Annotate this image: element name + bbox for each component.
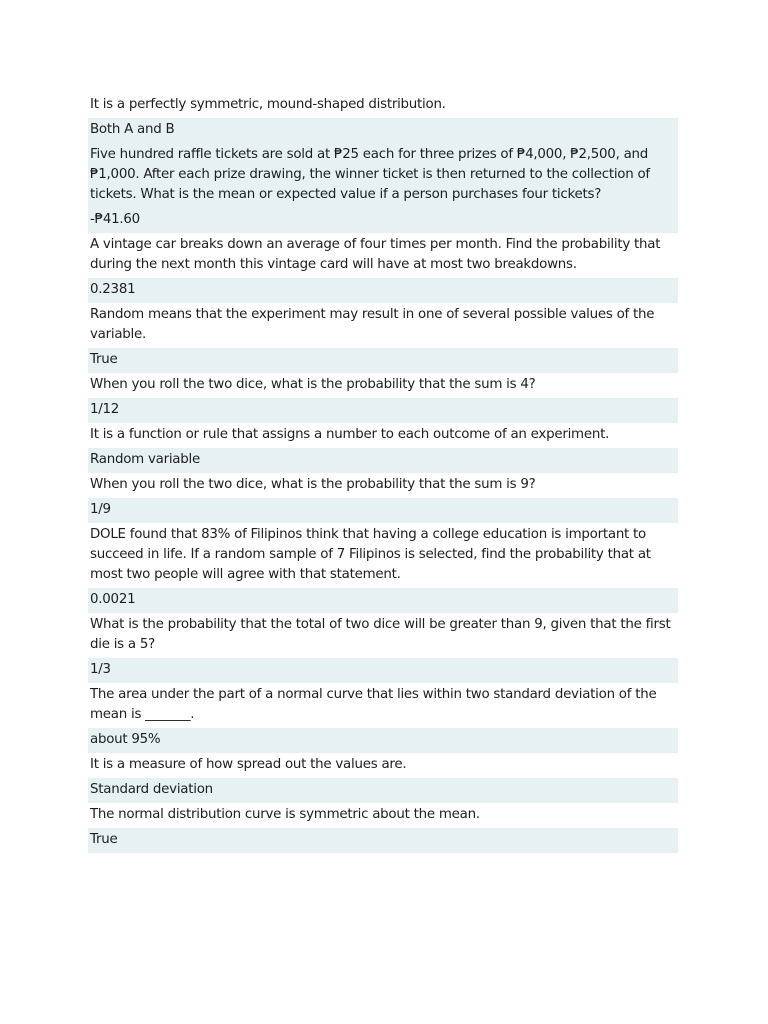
question-text: The normal distribution curve is symmetric about the mean.: [90, 807, 480, 822]
question-text: A vintage car breaks down an average of four times per month. Find the probability that during the next month this vintage card will have at most two breakdowns.: [90, 237, 661, 272]
question-text: It is a function or rule that assigns a number to each outcome of an experiment.: [90, 427, 610, 442]
question-text: DOLE found that 83% of Filipinos think that having a college education is important to succeed in life. If a random sample of 7 Filipinos is selected, find the probability that at most two people will agree with that statement.: [90, 527, 651, 582]
question-text: When you roll the two dice, what is the probability that the sum is 4?: [90, 377, 536, 392]
answer-text: 0.0021: [88, 588, 678, 613]
question-text: What is the probability that the total of two dice will be greater than 9, given that the first die is a 5?: [90, 617, 671, 652]
question-text: When you roll the two dice, what is the probability that the sum is 9?: [90, 477, 536, 492]
answer-text: True: [88, 348, 678, 373]
answer-text: Both A and B: [88, 118, 678, 143]
question-text: The area under the part of a normal curve that lies within two standard deviation of the mean is _______.: [90, 687, 657, 722]
answer-text: Standard deviation: [88, 778, 678, 803]
answer-text: 0.2381: [88, 278, 678, 303]
question-text: Random means that the experiment may result in one of several possible values of the variable.: [90, 307, 655, 342]
answer-text: 1/3: [88, 658, 678, 683]
answer-text: 1/12: [88, 398, 678, 423]
question-text: It is a measure of how spread out the values are.: [90, 757, 407, 772]
answer-text: 1/9: [88, 498, 678, 523]
question-text: It is a perfectly symmetric, mound-shaped distribution.: [90, 97, 446, 112]
question-text: Five hundred raffle tickets are sold at ₱25 each for three prizes of ₱4,000, ₱2,500, and ₱1,000. After each prize drawing, the winner ticket is then returned to the collection of tickets. What is the mean or expected value if a person purchases four tickets?: [88, 143, 678, 208]
answer-text: -₱41.60: [88, 208, 678, 233]
qa-list: [88, 93, 678, 853]
answer-text: True: [88, 828, 678, 853]
answer-text: about 95%: [88, 728, 678, 753]
answer-text: Random variable: [88, 448, 678, 473]
